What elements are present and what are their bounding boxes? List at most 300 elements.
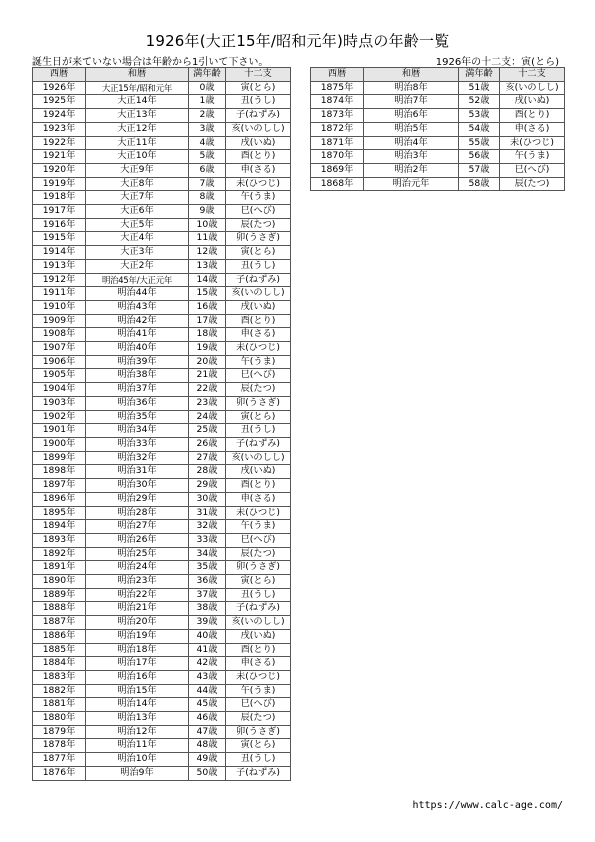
cell-age: 34歳 [189,547,226,561]
table-row [33,753,291,767]
cell-wareki: 明治28年 [86,506,189,520]
cell-eto: 申(さる) [500,122,565,136]
cell-wareki: 明治14年 [86,698,189,712]
cell-seireki: 1922年 [33,136,86,150]
table-row [311,163,565,177]
cell-seireki: 1892年 [33,547,86,561]
cell-age: 44歳 [189,684,226,698]
cell-wareki: 明治44年 [86,287,189,301]
cell-eto: 寅(とら) [226,575,291,589]
cell-wareki: 明治38年 [86,369,189,383]
table-row [33,328,291,342]
cell-age: 26歳 [189,437,226,451]
table-row [33,300,291,314]
cell-age: 5歳 [189,150,226,164]
cell-seireki: 1917年 [33,205,86,219]
cell-age: 35歳 [189,561,226,575]
cell-age: 50歳 [189,766,226,780]
cell-seireki: 1925年 [33,95,86,109]
cell-eto: 子(ねずみ) [226,109,291,123]
cell-eto: 子(ねずみ) [226,437,291,451]
birthday-note: 誕生日が来ていない場合は年齢から1引いて下さい。 [32,57,269,68]
cell-wareki: 明治36年 [86,396,189,410]
header-wareki: 和暦 [86,68,189,82]
cell-seireki: 1876年 [33,766,86,780]
cell-age: 40歳 [189,629,226,643]
cell-wareki: 明治5年 [364,122,459,136]
cell-age: 46歳 [189,712,226,726]
cell-seireki: 1888年 [33,602,86,616]
cell-eto: 酉(とり) [226,479,291,493]
table-row [311,109,565,123]
cell-age: 27歳 [189,451,226,465]
cell-wareki: 明治10年 [86,753,189,767]
site-url: https://www.calc-age.com/ [412,800,563,811]
cell-eto: 寅(とら) [226,246,291,260]
cell-eto: 午(うま) [500,150,565,164]
age-table-right [310,67,565,191]
cell-eto: 戌(いぬ) [226,465,291,479]
cell-wareki: 明治40年 [86,342,189,356]
cell-wareki: 明治30年 [86,479,189,493]
cell-eto: 酉(とり) [226,314,291,328]
table-row [33,602,291,616]
cell-eto: 寅(とら) [226,410,291,424]
cell-wareki: 明治42年 [86,314,189,328]
cell-age: 45歳 [189,698,226,712]
cell-age: 29歳 [189,479,226,493]
cell-age: 3歳 [189,122,226,136]
cell-age: 6歳 [189,163,226,177]
cell-wareki: 明治27年 [86,520,189,534]
header-wareki: 和暦 [364,68,459,82]
cell-seireki: 1924年 [33,109,86,123]
cell-age: 47歳 [189,725,226,739]
cell-wareki: 明治31年 [86,465,189,479]
cell-eto: 丑(うし) [226,95,291,109]
table-row [33,136,291,150]
cell-seireki: 1884年 [33,657,86,671]
cell-age: 19歳 [189,342,226,356]
cell-wareki: 明治18年 [86,643,189,657]
age-table-left [32,67,291,781]
cell-seireki: 1889年 [33,588,86,602]
cell-seireki: 1896年 [33,492,86,506]
table-row [33,616,291,630]
cell-wareki: 明治45年/大正元年 [86,273,189,287]
cell-eto: 丑(うし) [226,259,291,273]
cell-seireki: 1868年 [311,177,364,191]
table-row [33,629,291,643]
cell-eto: 辰(たつ) [226,218,291,232]
table-row [33,163,291,177]
cell-age: 9歳 [189,205,226,219]
cell-eto: 卯(うさぎ) [226,396,291,410]
cell-age: 23歳 [189,396,226,410]
cell-wareki: 明治7年 [364,95,459,109]
cell-seireki: 1879年 [33,725,86,739]
table-row [311,122,565,136]
cell-age: 20歳 [189,355,226,369]
cell-seireki: 1894年 [33,520,86,534]
cell-age: 48歳 [189,739,226,753]
cell-eto: 未(ひつじ) [226,670,291,684]
cell-seireki: 1870年 [311,150,364,164]
cell-seireki: 1872年 [311,122,364,136]
cell-age: 16歳 [189,300,226,314]
table-row [33,342,291,356]
cell-seireki: 1926年 [33,81,86,95]
cell-eto: 申(さる) [226,163,291,177]
cell-age: 51歳 [459,81,500,95]
cell-wareki: 大正12年 [86,122,189,136]
cell-wareki: 明治6年 [364,109,459,123]
header-age: 満年齢 [459,68,500,82]
cell-seireki: 1904年 [33,383,86,397]
table-header-row [33,68,291,82]
cell-eto: 申(さる) [226,492,291,506]
cell-wareki: 明治8年 [364,81,459,95]
cell-age: 37歳 [189,588,226,602]
cell-age: 10歳 [189,218,226,232]
cell-age: 14歳 [189,273,226,287]
page-title: 1926年(大正15年/昭和元年)時点の年齢一覧 [145,32,450,50]
table-row [33,643,291,657]
cell-eto: 子(ねずみ) [226,766,291,780]
header-seireki: 西暦 [311,68,364,82]
cell-seireki: 1910年 [33,300,86,314]
cell-wareki: 大正7年 [86,191,189,205]
table-row [33,479,291,493]
table-row [33,314,291,328]
cell-seireki: 1908年 [33,328,86,342]
cell-wareki: 明治39年 [86,355,189,369]
cell-seireki: 1893年 [33,533,86,547]
cell-wareki: 大正3年 [86,246,189,260]
table-row [33,725,291,739]
table-row [33,287,291,301]
table-row [33,410,291,424]
table-row [33,369,291,383]
cell-age: 53歳 [459,109,500,123]
cell-wareki: 明治21年 [86,602,189,616]
age-table-right-body [311,81,565,191]
cell-wareki: 明治17年 [86,657,189,671]
cell-wareki: 明治2年 [364,163,459,177]
cell-age: 43歳 [189,670,226,684]
table-row [33,547,291,561]
header-age: 満年齢 [189,68,226,82]
cell-seireki: 1913年 [33,259,86,273]
cell-seireki: 1887年 [33,616,86,630]
cell-eto: 戌(いぬ) [500,95,565,109]
table-row [33,81,291,95]
cell-wareki: 明治35年 [86,410,189,424]
cell-eto: 子(ねずみ) [226,602,291,616]
table-row [33,246,291,260]
cell-age: 24歳 [189,410,226,424]
cell-wareki: 大正15年/昭和元年 [86,81,189,95]
cell-eto: 辰(たつ) [226,712,291,726]
cell-eto: 午(うま) [226,684,291,698]
cell-seireki: 1920年 [33,163,86,177]
cell-eto: 亥(いのしし) [226,616,291,630]
cell-eto: 未(ひつじ) [226,342,291,356]
cell-age: 56歳 [459,150,500,164]
cell-wareki: 大正11年 [86,136,189,150]
cell-age: 12歳 [189,246,226,260]
cell-eto: 丑(うし) [226,588,291,602]
cell-wareki: 明治9年 [86,766,189,780]
table-row [33,698,291,712]
cell-seireki: 1907年 [33,342,86,356]
table-row [311,95,565,109]
cell-seireki: 1898年 [33,465,86,479]
table-row [33,437,291,451]
cell-age: 57歳 [459,163,500,177]
cell-seireki: 1877年 [33,753,86,767]
cell-eto: 亥(いのしし) [226,287,291,301]
table-row [311,136,565,150]
cell-wareki: 明治33年 [86,437,189,451]
cell-seireki: 1881年 [33,698,86,712]
cell-wareki: 明治15年 [86,684,189,698]
table-row [33,712,291,726]
table-row [311,81,565,95]
cell-eto: 辰(たつ) [226,383,291,397]
cell-eto: 辰(たつ) [226,547,291,561]
table-row [33,766,291,780]
cell-seireki: 1873年 [311,109,364,123]
table-row [33,122,291,136]
table-row [33,177,291,191]
cell-age: 32歳 [189,520,226,534]
cell-age: 15歳 [189,287,226,301]
cell-seireki: 1900年 [33,437,86,451]
cell-eto: 卯(うさぎ) [226,232,291,246]
cell-age: 21歳 [189,369,226,383]
table-row [311,150,565,164]
cell-age: 22歳 [189,383,226,397]
table-row [33,561,291,575]
cell-seireki: 1883年 [33,670,86,684]
table-row [33,259,291,273]
cell-wareki: 明治20年 [86,616,189,630]
table-row [33,533,291,547]
cell-wareki: 明治11年 [86,739,189,753]
table-row [33,218,291,232]
cell-eto: 巳(へび) [226,698,291,712]
cell-eto: 未(ひつじ) [500,136,565,150]
cell-seireki: 1916年 [33,218,86,232]
cell-seireki: 1923年 [33,122,86,136]
cell-eto: 卯(うさぎ) [226,561,291,575]
table-row [33,205,291,219]
cell-eto: 戌(いぬ) [226,300,291,314]
cell-eto: 子(ねずみ) [226,273,291,287]
cell-seireki: 1890年 [33,575,86,589]
cell-seireki: 1921年 [33,150,86,164]
cell-wareki: 明治23年 [86,575,189,589]
cell-wareki: 明治19年 [86,629,189,643]
cell-age: 11歳 [189,232,226,246]
year-eto-label: 1926年の十二支：寅(とら) [435,57,559,68]
header-seireki: 西暦 [33,68,86,82]
cell-wareki: 明治3年 [364,150,459,164]
cell-seireki: 1903年 [33,396,86,410]
table-row [33,588,291,602]
cell-wareki: 明治24年 [86,561,189,575]
cell-eto: 申(さる) [226,657,291,671]
cell-seireki: 1885年 [33,643,86,657]
cell-seireki: 1899年 [33,451,86,465]
cell-age: 28歳 [189,465,226,479]
table-row [33,506,291,520]
cell-wareki: 明治12年 [86,725,189,739]
table-row [33,657,291,671]
cell-seireki: 1882年 [33,684,86,698]
cell-age: 38歳 [189,602,226,616]
cell-age: 52歳 [459,95,500,109]
cell-eto: 寅(とら) [226,739,291,753]
cell-seireki: 1918年 [33,191,86,205]
cell-wareki: 明治16年 [86,670,189,684]
cell-seireki: 1906年 [33,355,86,369]
cell-eto: 酉(とり) [226,643,291,657]
cell-eto: 丑(うし) [226,753,291,767]
cell-seireki: 1871年 [311,136,364,150]
table-row [33,232,291,246]
cell-seireki: 1902年 [33,410,86,424]
cell-seireki: 1891年 [33,561,86,575]
cell-seireki: 1911年 [33,287,86,301]
cell-wareki: 明治29年 [86,492,189,506]
cell-wareki: 大正2年 [86,259,189,273]
cell-wareki: 大正13年 [86,109,189,123]
table-row [33,383,291,397]
cell-seireki: 1886年 [33,629,86,643]
cell-wareki: 明治22年 [86,588,189,602]
cell-seireki: 1914年 [33,246,86,260]
cell-age: 8歳 [189,191,226,205]
cell-age: 58歳 [459,177,500,191]
cell-age: 54歳 [459,122,500,136]
table-row [33,520,291,534]
cell-age: 1歳 [189,95,226,109]
cell-eto: 午(うま) [226,191,291,205]
cell-wareki: 明治4年 [364,136,459,150]
cell-age: 17歳 [189,314,226,328]
cell-seireki: 1915年 [33,232,86,246]
cell-seireki: 1875年 [311,81,364,95]
cell-eto: 亥(いのしし) [226,451,291,465]
cell-seireki: 1880年 [33,712,86,726]
cell-age: 55歳 [459,136,500,150]
table-row [33,396,291,410]
cell-eto: 午(うま) [226,355,291,369]
table-row [33,739,291,753]
cell-wareki: 明治25年 [86,547,189,561]
cell-wareki: 大正8年 [86,177,189,191]
cell-seireki: 1919年 [33,177,86,191]
cell-wareki: 大正6年 [86,205,189,219]
cell-eto: 午(うま) [226,520,291,534]
cell-wareki: 大正14年 [86,95,189,109]
cell-age: 41歳 [189,643,226,657]
cell-age: 18歳 [189,328,226,342]
cell-eto: 巳(へび) [500,163,565,177]
cell-seireki: 1912年 [33,273,86,287]
table-row [33,273,291,287]
table-row [33,150,291,164]
table-row [33,684,291,698]
table-header-row [311,68,565,82]
cell-wareki: 明治43年 [86,300,189,314]
table-row [33,355,291,369]
cell-seireki: 1909年 [33,314,86,328]
cell-age: 7歳 [189,177,226,191]
cell-age: 39歳 [189,616,226,630]
cell-wareki: 明治34年 [86,424,189,438]
cell-wareki: 明治26年 [86,533,189,547]
cell-wareki: 明治32年 [86,451,189,465]
cell-seireki: 1901年 [33,424,86,438]
cell-eto: 亥(いのしし) [500,81,565,95]
cell-age: 4歳 [189,136,226,150]
age-table-left-body [33,81,291,780]
cell-seireki: 1878年 [33,739,86,753]
header-eto: 十二支 [226,68,291,82]
cell-wareki: 大正4年 [86,232,189,246]
cell-eto: 辰(たつ) [500,177,565,191]
cell-eto: 酉(とり) [226,150,291,164]
table-row [33,95,291,109]
table-row [33,465,291,479]
table-row [33,492,291,506]
cell-seireki: 1874年 [311,95,364,109]
cell-eto: 卯(うさぎ) [226,725,291,739]
cell-seireki: 1869年 [311,163,364,177]
table-row [33,451,291,465]
cell-eto: 戌(いぬ) [226,629,291,643]
cell-eto: 未(ひつじ) [226,506,291,520]
cell-age: 49歳 [189,753,226,767]
cell-eto: 巳(へび) [226,369,291,383]
cell-age: 33歳 [189,533,226,547]
cell-eto: 未(ひつじ) [226,177,291,191]
cell-eto: 申(さる) [226,328,291,342]
cell-age: 30歳 [189,492,226,506]
cell-age: 0歳 [189,81,226,95]
cell-age: 13歳 [189,259,226,273]
table-row [33,109,291,123]
cell-wareki: 大正9年 [86,163,189,177]
cell-age: 42歳 [189,657,226,671]
cell-eto: 戌(いぬ) [226,136,291,150]
cell-age: 2歳 [189,109,226,123]
cell-eto: 寅(とら) [226,81,291,95]
cell-eto: 巳(へび) [226,533,291,547]
table-row [33,424,291,438]
cell-eto: 丑(うし) [226,424,291,438]
cell-wareki: 明治41年 [86,328,189,342]
cell-age: 36歳 [189,575,226,589]
cell-wareki: 大正5年 [86,218,189,232]
table-row [33,575,291,589]
header-eto: 十二支 [500,68,565,82]
cell-seireki: 1905年 [33,369,86,383]
table-row [33,670,291,684]
